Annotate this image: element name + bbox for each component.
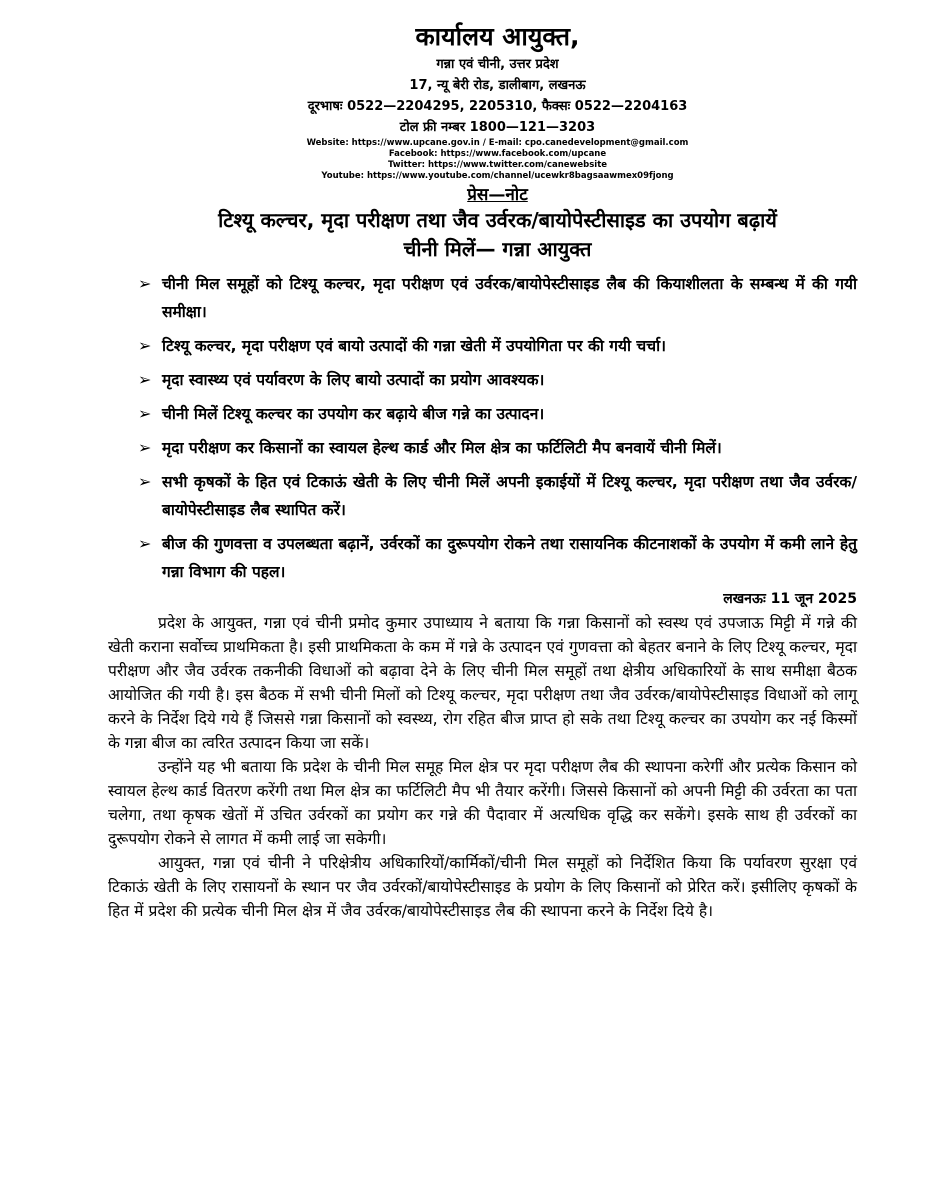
key-point bbox=[138, 530, 857, 586]
body-paragraph: उन्होंने यह भी बताया कि प्रदेश के चीनी मिल समूह मिल क्षेत्र पर मृदा परीक्षण लैब की स्थापना करेगीं और प्रत्येक किसान को स्वायल हेल्थ कार्ड वितरण करेंगी तथा मिल क्षेत्र का फर्टिलिटी मैप भी तैयार करेंगी। जिससे किसानों को अपनी मिट्टी की उर्वरता का पता चलेगा, तथा कृषक खेतों में उचित उर्वरकों का प्रयोग कर गन्ने की पैदावार में अत्यधिक वृद्धि कर सकेंगे। इसके साथ ही उर्वरकों का दुरूपयोग रोकने से लागत में कमी लाई जा सकेगी। bbox=[108, 758, 858, 848]
facebook-link: Facebook: https://www.facebook.com/upcane bbox=[388, 149, 607, 159]
body-paragraph: प्रदेश के आयुक्त, गन्ना एवं चीनी प्रमोद कुमार उपाध्याय ने बताया कि गन्ना किसानों को स्वस्थ एवं उपजाऊ मिट्टी में गन्ने की खेती कराना सर्वोच्च प्राथमिकता है। इसी प्राथमिकता के कम में गन्ने के उत्पादन एवं गुणवत्ता को बेहतर बनाने के लिए टिश्यू कल्चर, मृदा परीक्षण और जैव उर्वरक तकनीकी विधाओं को बढ़ावा देने के लिए चीनी मिल समूहों तथा क्षेत्रीय अधिकारियों के साथ समीक्षा बैठक आयोजित की गयी है। इस बैठक में सभी चीनी मिलों को टिश्यू कल्चर, मृदा परीक्षण तथा जैव उर्वरक/बायोपेस्टीसाइड विधाओं को लागू करने के निर्देश दिये गये हैं जिससे गन्ना किसानों को स्वस्थ्य, रोग रहित बीज प्राप्त हो सके तथा टिश्यू कल्चर का उपयोग कर नई किस्मों के गन्ना बीज का त्वरित उत्पादन किया जा सकें। bbox=[108, 614, 857, 752]
key-point-text: चीनी मिल समूहों को टिश्यू कल्चर, मृदा परीक्षण एवं उर्वरक/बायोपेस्टीसाइड लैब की कियाशीलता के सम्बन्ध में की गयी समीक्षा। bbox=[162, 275, 857, 321]
key-point bbox=[138, 366, 857, 394]
key-point-text: बीज की गुणवत्ता व उपलब्धता बढ़ानें, उर्वरकों का दुरूपयोग रोकने तथा रासायनिक कीटनाशकों के उपयोग में कमी लाने हेतु गन्ना विभाग की पहल। bbox=[162, 535, 857, 581]
website-email: Website: https://www.upcane.gov.in / E-mail: cpo.canedevelopment@gmail.com bbox=[306, 138, 689, 148]
letterhead bbox=[138, 0, 857, 264]
twitter-link: Twitter: https://www.twitter.com/canewebsite bbox=[387, 160, 608, 170]
key-point-text: सभी कृषकों के हित एवं टिकाऊं खेती के लिए चीनी मिलें अपनी इकाईयों में टिश्यू कल्चर, मृदा परीक्षण तथा जैव उर्वरक/बायोपेस्टीसाइड लैब स्थापित करें। bbox=[162, 473, 857, 519]
arrow-bullet-icon: ➢ bbox=[138, 472, 152, 491]
headline-line-1: टिश्यू कल्चर, मृदा परीक्षण तथा जैव उर्वरक/बायोपेस्टीसाइड का उपयोग बढ़ायें bbox=[218, 208, 777, 232]
phone-fax: दूरभाषः 0522—2204295, 2205310, फैक्सः 0522—2204163 bbox=[307, 99, 688, 114]
press-body bbox=[108, 611, 857, 923]
press-note-label: प्रेस—नोट bbox=[467, 185, 528, 205]
arrow-bullet-icon: ➢ bbox=[138, 438, 152, 457]
arrow-bullet-icon: ➢ bbox=[138, 370, 152, 389]
arrow-bullet-icon: ➢ bbox=[138, 404, 152, 423]
office-address: 17, न्यू बेरी रोड, डालीबाग, लखनऊ bbox=[409, 78, 586, 93]
key-point-text: मृदा स्वास्थ्य एवं पर्यावरण के लिए बायो उत्पादों का प्रयोग आवश्यक। bbox=[162, 371, 545, 389]
dateline: लखनऊः 11 जून 2025 bbox=[723, 591, 857, 607]
key-point-text: मृदा परीक्षण कर किसानों का स्वायल हेल्थ कार्ड और मिल क्षेत्र का फर्टिलिटी मैप बनवायें चीनी मिलें। bbox=[162, 439, 722, 457]
youtube-link: Youtube: https://www.youtube.com/channel/ucewkr8bagsaawmex09fjong bbox=[321, 171, 674, 181]
key-point-text: चीनी मिलें टिश्यू कल्चर का उपयोग कर बढ़ाये बीज गन्ने का उत्पादन। bbox=[162, 405, 545, 423]
office-title: कार्यालय आयुक्त, bbox=[415, 22, 580, 51]
arrow-bullet-icon: ➢ bbox=[138, 336, 152, 355]
key-point bbox=[138, 400, 857, 428]
arrow-bullet-icon: ➢ bbox=[138, 274, 152, 293]
key-point bbox=[138, 468, 857, 524]
body-paragraph: आयुक्त, गन्ना एवं चीनी ने परिक्षेत्रीय अधिकारियों/कार्मिकों/चीनी मिल समूहों को निर्देशित किया कि पर्यावरण सुरक्षा एवं टिकाऊं खेती के लिए रासायनों के स्थान पर जैव उर्वरकों/बायोपेस्टीसाइड के प्रयोग के लिए किसानों को प्रेरित करें। इसीलिए कृषकों के हित में प्रदेश की प्रत्येक चीनी मिल क्षेत्र में जैव उर्वरक/बायोपेस्टीसाइड लैब की स्थापना करने के निर्देश दिये है। bbox=[108, 854, 857, 920]
key-point-text: टिश्यू कल्चर, मृदा परीक्षण एवं बायो उत्पादों की गन्ना खेती में उपयोगिता पर की गयी चर्चा। bbox=[162, 337, 666, 355]
toll-free-number: टोल फ्री नम्बर 1800—121—3203 bbox=[399, 120, 596, 135]
key-point bbox=[138, 270, 857, 326]
arrow-bullet-icon: ➢ bbox=[138, 534, 152, 553]
key-points-list bbox=[138, 270, 857, 586]
key-point bbox=[138, 332, 857, 360]
headline-line-2: चीनी मिलें— गन्ना आयुक्त bbox=[403, 237, 592, 261]
key-point bbox=[138, 434, 857, 462]
department-name: गन्ना एवं चीनी, उत्तर प्रदेश bbox=[436, 57, 559, 72]
